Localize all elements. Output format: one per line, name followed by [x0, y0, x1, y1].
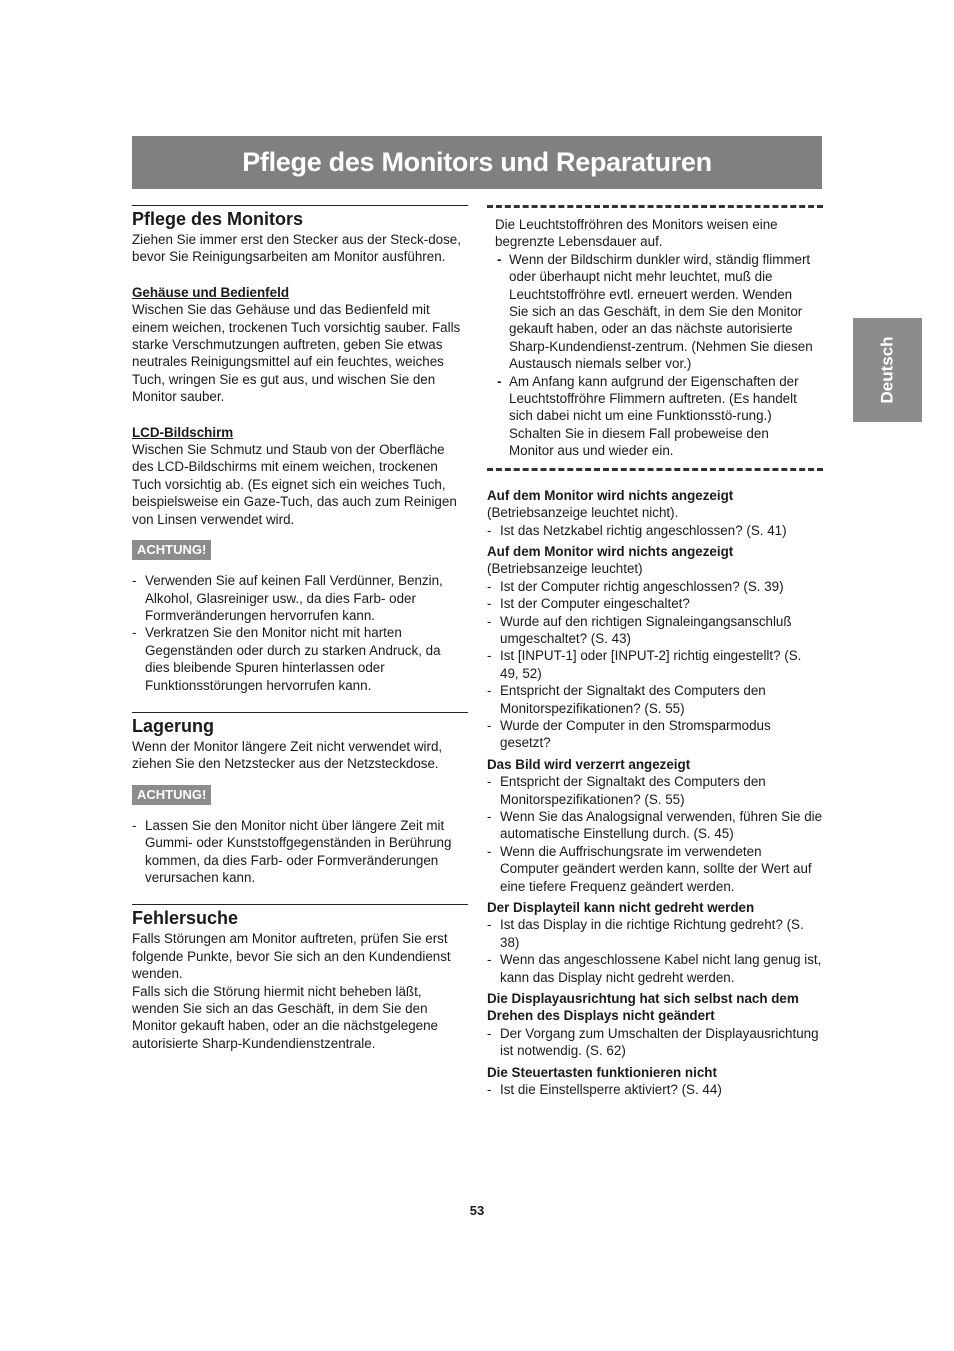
problem-title: Der Displayteil kann nicht gedreht werden	[487, 900, 755, 916]
warning-badge: ACHTUNG!	[132, 785, 211, 805]
lcd-heading: LCD-Bildschirm	[132, 424, 234, 440]
note-list	[495, 251, 815, 460]
problem-title: Die Displayausrichtung hat sich selbst nach dem Drehen des Displays nicht geändert	[487, 991, 799, 1024]
housing-text: Wischen Sie das Gehäuse und das Bedienfeld mit einem weichen, trockenen Tuch vorsichtig sauber. Falls starke Verschmutzungen auftreten, geben Sie etwas neutrales Reinigungsmittel auf ein feuchtes, weiches Tuch, wringen Sie es gut aus, und wischen Sie den Monitor sauber.	[132, 302, 461, 405]
list-item: - Wenn Sie das Analogsignal verwenden, führen Sie die automatische Einstellung durch. (S. 45)	[487, 808, 823, 843]
list-item: - Am Anfang kann aufgrund der Eigenschaften der Leuchtstoffröhre Flimmern auftreten. (Es handelt sich dabei nicht um eine Funktionsstö-rung.) Schalten Sie in diesem Fall probeweise den Monitor aus und wieder ein.	[495, 373, 815, 460]
problem-title: Die Steuertasten funktionieren nicht	[487, 1064, 717, 1080]
note-intro: Die Leuchtstoffröhren des Monitors weisen eine begrenzte Lebensdauer auf.	[495, 217, 778, 250]
list-item: - Wenn das angeschlossene Kabel nicht lang genug ist, kann das Display nicht gedreht werden.	[487, 951, 823, 986]
troubleshooting-heading: Fehlersuche	[132, 908, 239, 929]
care-intro: Ziehen Sie immer erst den Stecker aus der Steck-dose, bevor Sie Reinigungsarbeiten am Monitor ausführen.	[132, 232, 461, 265]
list-item: - Ist [INPUT-1] oder [INPUT-2] richtig eingestellt? (S. 49, 52)	[487, 647, 823, 682]
problem-title: Das Bild wird verzerrt angezeigt	[487, 756, 691, 772]
troubleshooting-section	[132, 904, 468, 1052]
list-item: - Ist der Computer eingeschaltet?	[487, 595, 823, 612]
problem-subtitle: (Betriebsanzeige leuchtet)	[487, 561, 643, 577]
right-column	[487, 205, 823, 1103]
problem-group	[487, 543, 823, 752]
language-tab	[853, 318, 922, 422]
storage-warning-list	[132, 817, 468, 887]
page-title: Pflege des Monitors und Reparaturen	[242, 147, 712, 177]
care-warning-list	[132, 572, 468, 694]
list-item: - Entspricht der Signaltakt des Computers den Monitorspezifikationen? (S. 55)	[487, 682, 823, 717]
list-item: - Wurde auf den richtigen Signaleingangsanschluß umgeschaltet? (S. 43)	[487, 613, 823, 648]
problem-list	[487, 487, 823, 1099]
troubleshooting-text-2: Falls sich die Störung hiermit nicht beheben läßt, wenden Sie sich an das Geschäft, in dem Sie den Monitor gekauft haben, oder an die nächstgelegene autorisierte Sharp-Kundendienstzentrale.	[132, 983, 438, 1051]
left-column	[132, 205, 468, 1052]
list-item: - Ist der Computer richtig angeschlossen? (S. 39)	[487, 578, 823, 595]
troubleshooting-text-1: Falls Störungen am Monitor auftreten, prüfen Sie erst folgende Punkte, bevor Sie sich an den Kundendienst wenden.	[132, 931, 451, 982]
page-title-banner	[132, 136, 822, 189]
care-heading: Pflege des Monitors	[132, 209, 304, 229]
storage-section	[132, 712, 468, 886]
problem-group	[487, 1064, 823, 1099]
list-item: - Wenn der Bildschirm dunkler wird, ständig flimmert oder überhaupt nicht mehr leuchtet, muß die Leuchtstoffröhre evtl. erneuert werden. Wenden Sie sich an das Geschäft, in dem Sie den Monitor gekauft haben, oder an das nächste autorisierte Sharp-Kundendienst-zentrum. (Nehmen Sie diesen Austausch niemals selber vor.)	[495, 251, 815, 373]
page-number: 53	[469, 1203, 485, 1218]
warning-badge: ACHTUNG!	[132, 540, 211, 560]
care-section	[132, 205, 468, 694]
list-item: - Ist die Einstellsperre aktiviert? (S. 44)	[487, 1081, 823, 1098]
housing-heading: Gehäuse und Bedienfeld	[132, 284, 289, 300]
storage-text: Wenn der Monitor längere Zeit nicht verwendet wird, ziehen Sie den Netzstecker aus der Netzsteckdose.	[132, 738, 443, 772]
list-item: - Verkratzen Sie den Monitor nicht mit harten Gegenständen oder durch zu starken Andruck, da dies bleibende Spuren hinterlassen oder Funktionsstörungen hervorrufen kann.	[132, 624, 468, 694]
list-item: - Ist das Netzkabel richtig angeschlossen? (S. 41)	[487, 522, 823, 539]
list-item: - Ist das Display in die richtige Richtung gedreht? (S. 38)	[487, 916, 823, 951]
problem-title: Auf dem Monitor wird nichts angezeigt	[487, 487, 734, 503]
problem-title: Auf dem Monitor wird nichts angezeigt	[487, 543, 734, 559]
list-item: - Lassen Sie den Monitor nicht über längere Zeit mit Gummi- oder Kunststoffgegenständen in Berührung kommen, da dies Farb- oder Formveränderungen verursachen kann.	[132, 817, 468, 887]
problem-group	[487, 487, 823, 539]
note-box	[487, 208, 823, 468]
list-item: - Entspricht der Signaltakt des Computers den Monitorspezifikationen? (S. 55)	[487, 773, 823, 808]
problem-group	[487, 990, 823, 1060]
problem-group	[487, 899, 823, 986]
list-item: - Verwenden Sie auf keinen Fall Verdünner, Benzin, Alkohol, Glasreiniger usw., da dies Farb- oder Formveränderungen hervorrufen kann.	[132, 572, 468, 624]
problem-subtitle: (Betriebsanzeige leuchtet nicht).	[487, 505, 679, 521]
lcd-text: Wischen Sie Schmutz und Staub von der Oberfläche des LCD-Bildschirms mit einem weichen, trockenen Tuch vorsichtig ab. (Es eignet sich ein weiches Tuch, beispielsweise ein Gaze-Tuch, das auch zum Reinigen von Linsen verwendet wird.	[132, 442, 457, 527]
language-tab-label: Deutsch	[877, 336, 897, 404]
list-item: - Wenn die Auffrischungsrate im verwendeten Computer geändert werden kann, sollte der Wert auf eine tiefere Frequenz geändert werden.	[487, 843, 823, 895]
list-item: - Der Vorgang zum Umschalten der Displayausrichtung ist notwendig. (S. 62)	[487, 1025, 823, 1060]
problem-group	[487, 756, 823, 895]
storage-heading: Lagerung	[132, 715, 215, 736]
list-item: - Wurde der Computer in den Stromsparmodus gesetzt?	[487, 717, 823, 752]
